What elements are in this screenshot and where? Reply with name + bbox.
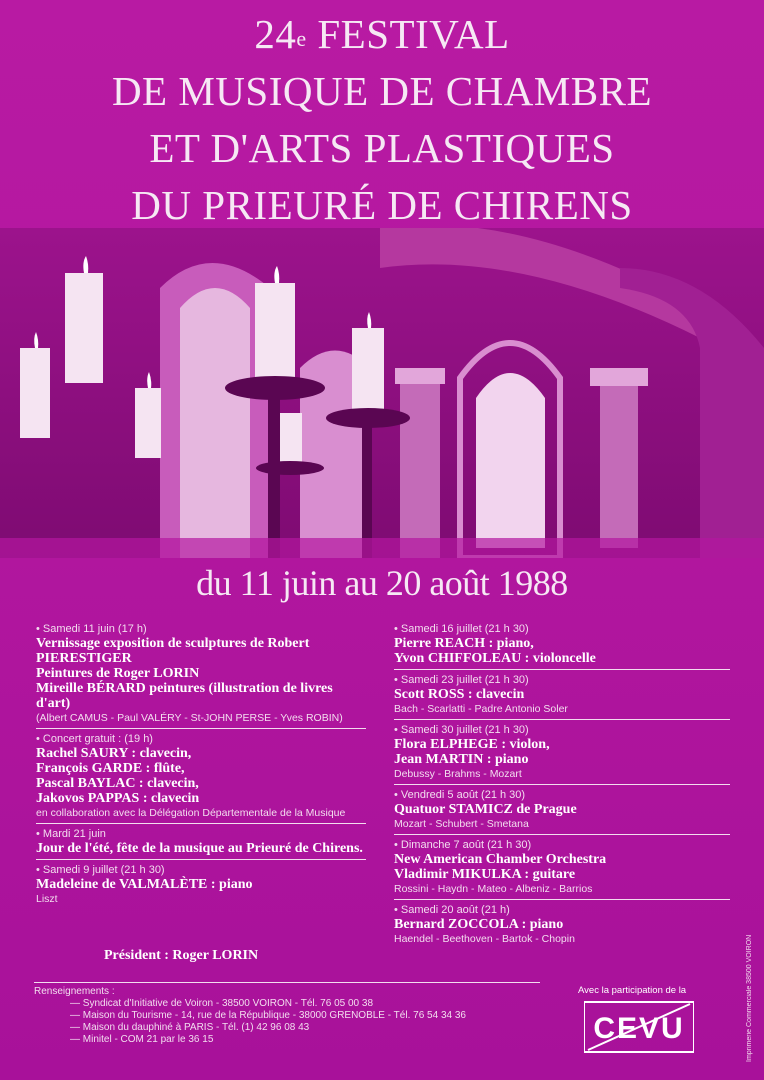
- entry-date: • Vendredi 5 août (21 h 30): [394, 788, 730, 802]
- participation-text: Avec la participation de la: [578, 985, 687, 996]
- entry-divider: [36, 823, 366, 824]
- info-line: — Maison du dauphiné à PARIS - Tél. (1) 42 96 08 43: [70, 1022, 310, 1033]
- program-entry: [394, 838, 730, 900]
- program-left-column: [36, 622, 366, 906]
- entry-date: • Mardi 21 juin: [36, 827, 366, 841]
- entry-performer: Vernissage exposition de sculptures de Robert PIERESTIGER: [36, 636, 310, 666]
- program-entry: [36, 863, 366, 906]
- entry-note: (Albert CAMUS - Paul VALÉRY - St-JOHN PERSE - Yves ROBIN): [36, 712, 343, 724]
- entry-performer: Madeleine de VALMALÈTE : piano: [36, 877, 253, 892]
- entry-performer: Vladimir MIKULKA : guitare: [394, 867, 576, 882]
- title-festival: FESTIVAL: [306, 11, 510, 57]
- info-heading: Renseignements :: [34, 986, 115, 997]
- svg-text:CEVU: CEVU: [593, 1012, 685, 1045]
- entry-note: Debussy - Brahms - Mozart: [394, 768, 522, 780]
- entry-performer: Pierre REACH : piano,: [394, 636, 534, 651]
- entry-divider: [394, 669, 730, 670]
- festival-dates: du 11 juin au 20 août 1988: [196, 563, 568, 603]
- entry-performer: Jean MARTIN : piano: [394, 752, 529, 767]
- info-line: — Minitel - COM 21 par le 36 15: [70, 1034, 214, 1045]
- entry-performer: Bernard ZOCCOLA : piano: [394, 917, 564, 932]
- entry-divider: [394, 719, 730, 720]
- entry-date: • Dimanche 7 août (21 h 30): [394, 838, 730, 852]
- program-entry: [36, 622, 366, 729]
- entry-performer: Peintures de Roger LORIN: [36, 666, 200, 681]
- entry-performer: Quatuor STAMICZ de Prague: [394, 802, 577, 817]
- entry-date: • Concert gratuit : (19 h): [36, 732, 366, 746]
- entry-performer: Rachel SAURY : clavecin,: [36, 746, 192, 761]
- entry-performer: Jakovos PAPPAS : clavecin: [36, 791, 200, 806]
- entry-performer: François GARDE : flûte,: [36, 761, 185, 776]
- title-line-1: [0, 6, 764, 63]
- info-block: [34, 986, 466, 1046]
- title-line-3: ET D'ARTS PLASTIQUES: [149, 125, 615, 171]
- title-line-4: DU PRIEURÉ DE CHIRENS: [131, 182, 633, 228]
- entry-divider: [36, 728, 366, 729]
- program-right-column: [394, 622, 730, 946]
- entry-note: en collaboration avec la Délégation Départementale de la Musique: [36, 807, 346, 819]
- program-entry: [394, 673, 730, 720]
- entry-note: Mozart - Schubert - Smetana: [394, 818, 529, 830]
- entry-performer: Scott ROSS : clavecin: [394, 687, 525, 702]
- priory-photo: [0, 228, 764, 558]
- entry-date: • Samedi 23 juillet (21 h 30): [394, 673, 730, 687]
- program-entry: [394, 788, 730, 835]
- cevu-logo: [584, 998, 694, 1054]
- entry-divider: [36, 859, 366, 860]
- entry-divider: [394, 834, 730, 835]
- info-line: — Syndicat d'Initiative de Voiron - 38500 VOIRON - Tél. 76 05 00 38: [70, 998, 374, 1009]
- program-entry: [36, 827, 366, 860]
- title-line-2: DE MUSIQUE DE CHAMBRE: [111, 68, 653, 114]
- entry-note: Rossini - Haydn - Mateo - Albeniz - Barrios: [394, 883, 593, 895]
- entry-divider: [394, 784, 730, 785]
- entry-divider: [394, 899, 730, 900]
- entry-performer: New American Chamber Orchestra: [394, 852, 607, 867]
- entry-note: Liszt: [36, 893, 58, 905]
- entry-date: • Samedi 30 juillet (21 h 30): [394, 723, 730, 737]
- entry-performer: Jour de l'été, fête de la musique au Prieuré de Chirens.: [36, 841, 363, 856]
- entry-performer: Pascal BAYLAC : clavecin,: [36, 776, 199, 791]
- festival-title: [0, 6, 764, 234]
- entry-performer: Yvon CHIFFOLEAU : violoncelle: [394, 651, 596, 666]
- info-divider: [34, 982, 540, 983]
- entry-performer: Flora ELPHEGE : violon,: [394, 737, 550, 752]
- entry-date: • Samedi 11 juin (17 h): [36, 622, 366, 636]
- entry-note: Haendel - Beethoven - Bartok - Chopin: [394, 933, 575, 945]
- entry-date: • Samedi 9 juillet (21 h 30): [36, 863, 366, 877]
- program-entry: [394, 903, 730, 946]
- president-line: Président : Roger LORIN: [104, 948, 259, 963]
- info-line: — Maison du Tourisme - 14, rue de la République - 38000 GRENOBLE - Tél. 76 54 34 36: [70, 1010, 466, 1021]
- entry-note: Bach - Scarlatti - Padre Antonio Soler: [394, 703, 568, 715]
- printer-credit: Imprimerie Commerciale 38500 VOIRON: [746, 934, 753, 1062]
- program-entry: [394, 622, 730, 670]
- program-entry: [36, 732, 366, 824]
- entry-date: • Samedi 20 août (21 h): [394, 903, 730, 917]
- entry-performer: Mireille BÉRARD peintures (illustration de livres d'art): [36, 681, 333, 711]
- program-entry: [394, 723, 730, 785]
- entry-date: • Samedi 16 juillet (21 h 30): [394, 622, 730, 636]
- title-number: 24: [254, 11, 297, 57]
- title-superscript: e: [296, 26, 307, 51]
